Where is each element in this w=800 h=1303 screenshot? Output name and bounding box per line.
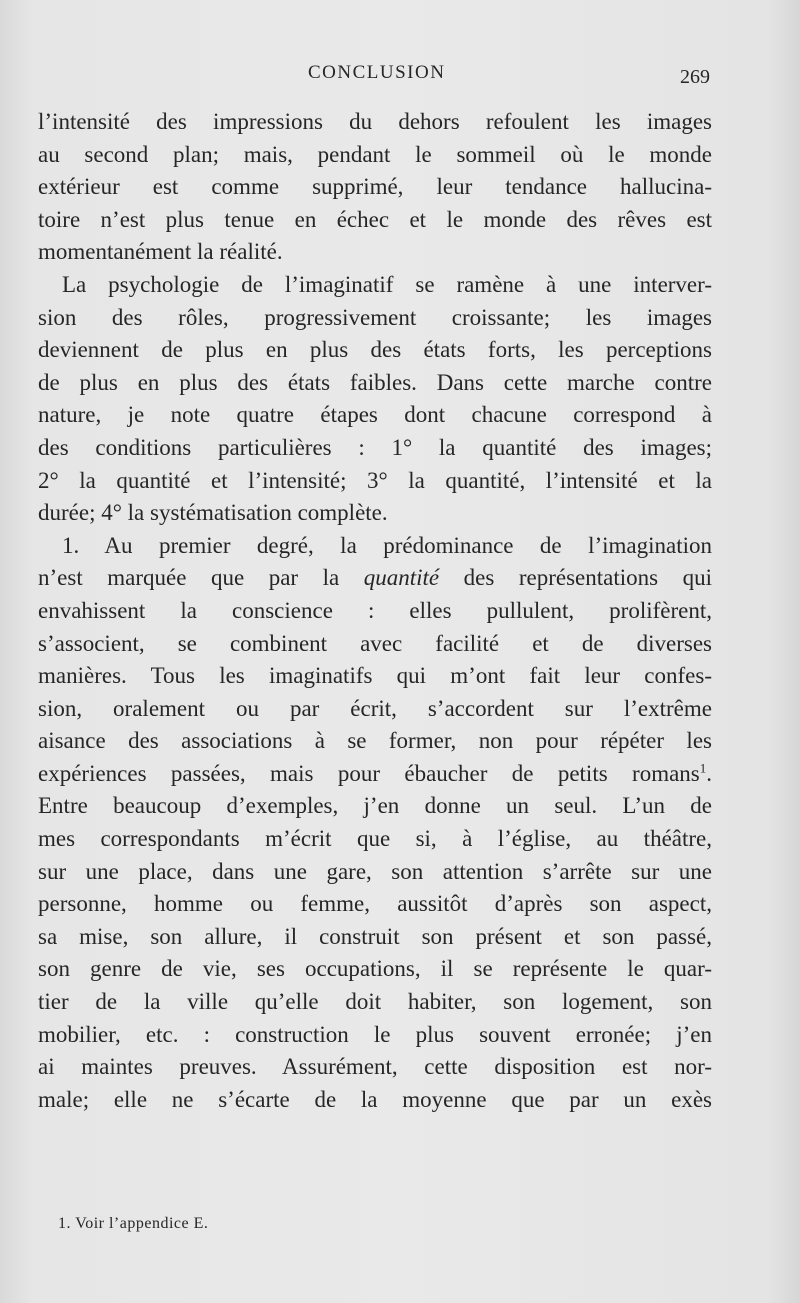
text-line: mes correspondants m’écrit que si, à l’église, au théâtre, [38, 826, 712, 852]
italic-emphasis: quantité [363, 565, 440, 591]
text-line: au second plan; mais, pendant le sommeil où le monde [38, 141, 712, 167]
text-line: sion des rôles, progressivement croissante; les images [38, 304, 712, 330]
text-line: l’intensité des impressions du dehors refoulent les images [38, 109, 712, 134]
text-line: toire n’est plus tenue en échec et le monde des rêves est [38, 206, 712, 232]
text-line: ai maintes preuves. Assurément, cette disposition est nor- [38, 1054, 712, 1080]
text-line: tier de la ville qu’elle doit habiter, son logement, son [38, 989, 712, 1015]
text-line: durée; 4° la systématisation complète. [38, 500, 388, 526]
text-line: sion, oralement ou par écrit, s’accordent sur l’extrême [38, 695, 712, 721]
text-segment: 1. Au premier degré, la prédominance de l’imagination [62, 532, 712, 558]
text-segment: n’est marquée que par la [38, 565, 364, 591]
text-line: momentanément la réalité. [38, 239, 283, 265]
text-line [38, 562, 712, 595]
text-line: deviennent de plus en plus des états forts, les perceptions [38, 337, 712, 363]
text-line: des conditions particulières : 1° la quantité des images; [38, 434, 712, 460]
text-line: 2° la quantité et l’intensité; 3° la quantité, l’intensité et la [38, 467, 712, 493]
text-line: s’associent, se combinent avec facilité et de diverses [38, 630, 712, 656]
text-line: sa mise, son allure, il construit son présent et son passé, [38, 923, 712, 949]
text-segment: des représentations qui [439, 565, 712, 591]
page-header [38, 62, 710, 92]
text-line: manières. Tous les imaginatifs qui m’ont fait leur confes- [38, 663, 712, 689]
text-line: La psychologie de l’imaginatif se ramène à une interver- [62, 271, 712, 297]
text-line: personne, homme ou femme, aussitôt d’après son aspect, [38, 891, 712, 917]
footnote: 1. Voir l’appendice E. [58, 1215, 209, 1232]
text-segment: expériences passées, mais pour ébaucher de petits romans [38, 760, 700, 786]
text-line: sur une place, dans une gare, son attention s’arrête sur une [38, 858, 712, 884]
text-line: male; elle ne s’écarte de la moyenne que par un exès [38, 1086, 712, 1112]
page-number: 269 [680, 66, 710, 88]
text-line: son genre de vie, ses occupations, il se représente le quar- [38, 956, 712, 982]
body-text [38, 106, 712, 1116]
text-line: aisance des associations à se former, non pour répéter les [38, 728, 712, 754]
text-line: Entre beaucoup d’exemples, j’en donne un seul. L’un de [38, 793, 712, 819]
running-head: CONCLUSION [308, 62, 446, 83]
footnote-marker: 1 [699, 760, 707, 776]
text-line: envahissent la conscience : elles pullulent, prolifèrent, [38, 597, 712, 623]
text-line: extérieur est comme supprimé, leur tendance hallucina- [38, 174, 712, 200]
text-line: de plus en plus des états faibles. Dans cette marche contre [38, 369, 712, 395]
text-line: mobilier, etc. : construction le plus souvent erronée; j’en [38, 1021, 712, 1047]
text-line: nature, je note quatre étapes dont chacune correspond à [38, 402, 712, 428]
text-segment: . [706, 760, 712, 786]
text-line [38, 758, 712, 791]
text-line [38, 530, 712, 563]
